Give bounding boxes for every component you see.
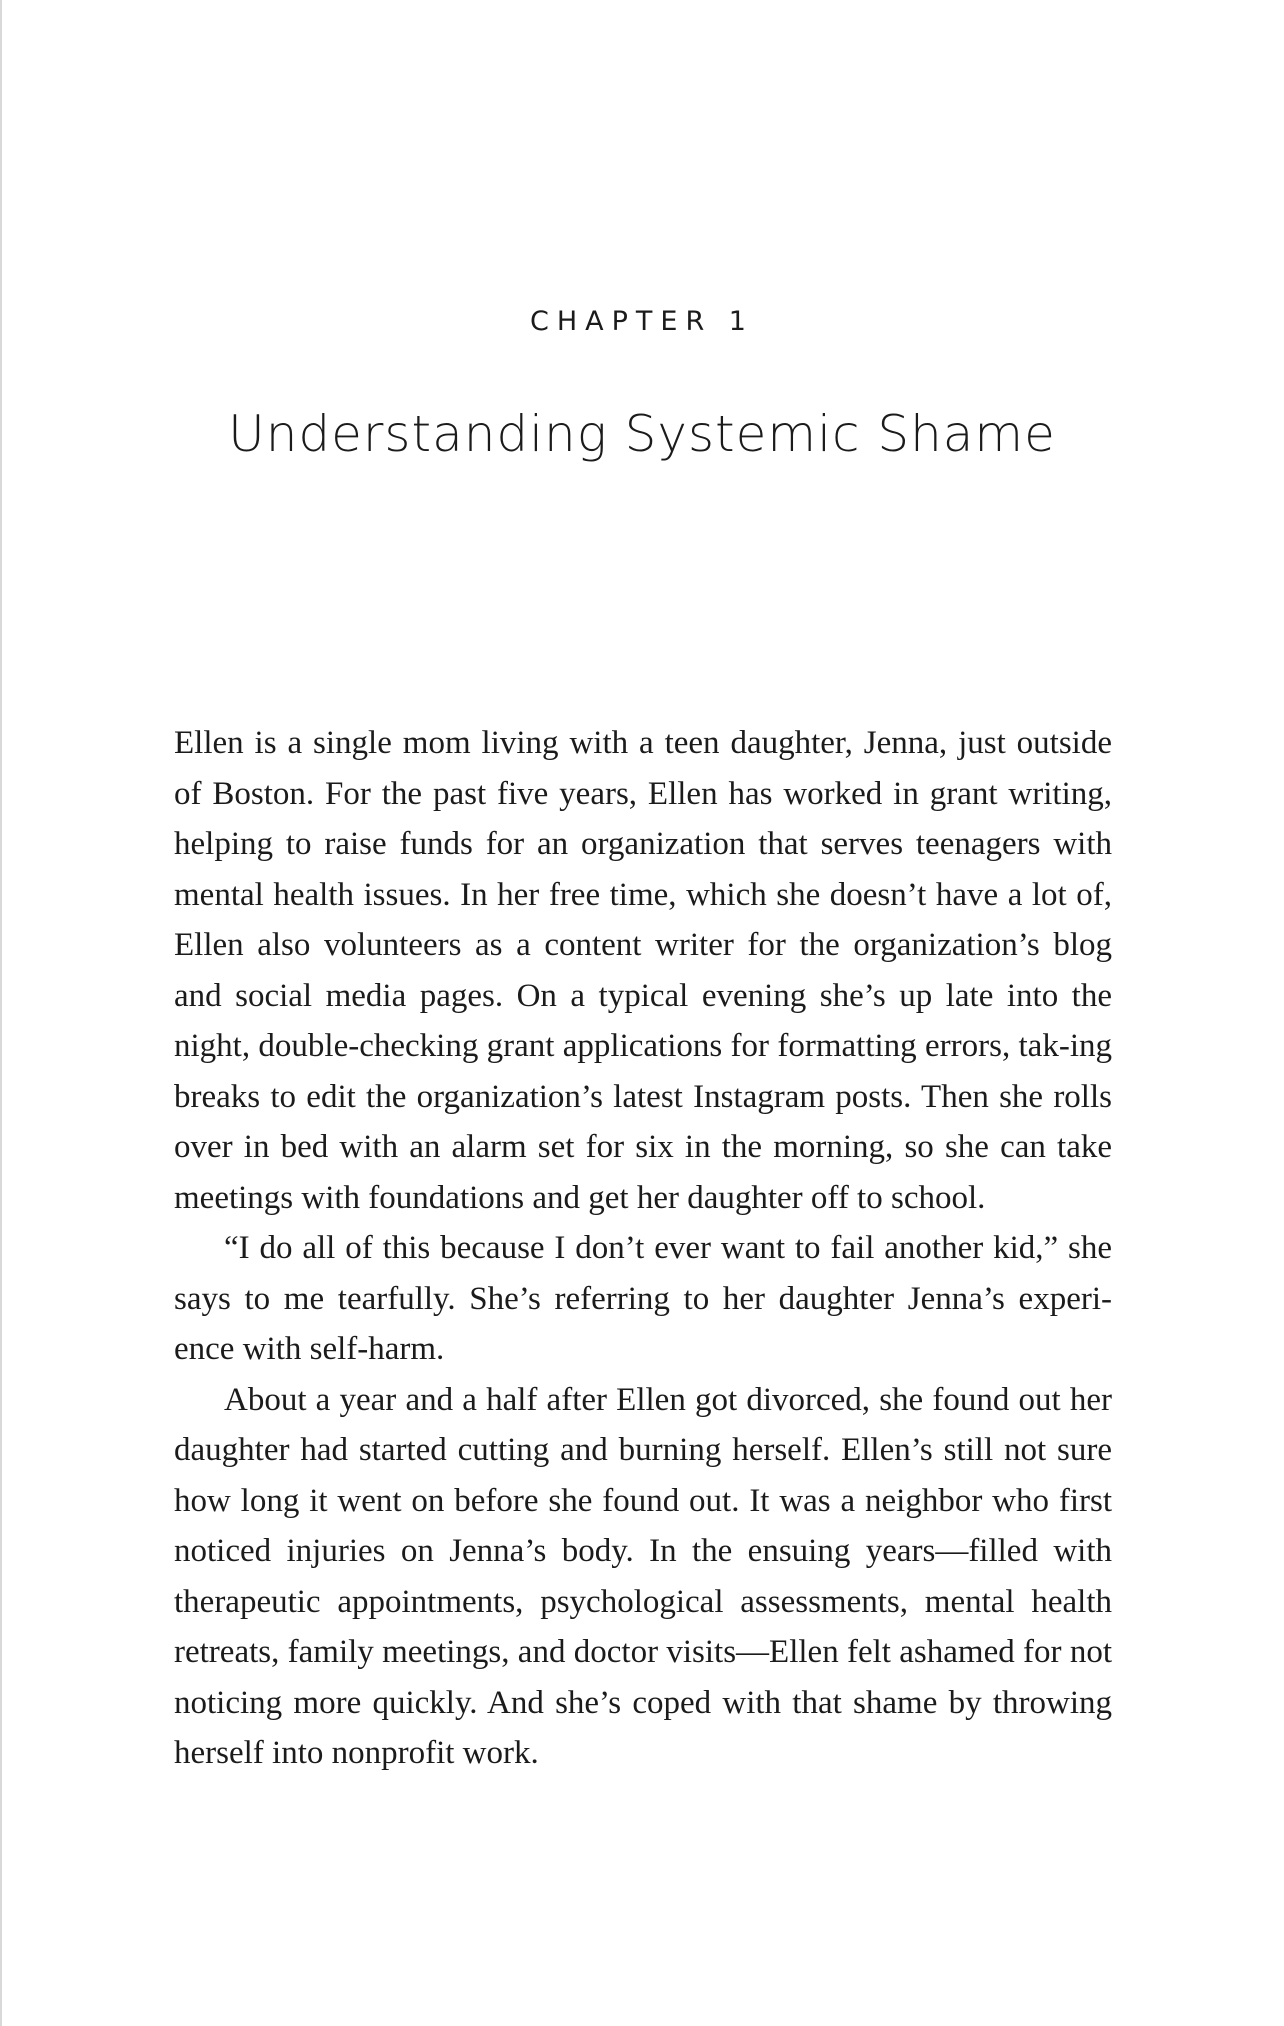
page-edge-shadow [0, 0, 2, 2026]
paragraph-1: Ellen is a single mom living with a teen daughter, Jenna, just outside of Boston. For the past five years, Ellen has worked in grant writing, helping to raise funds for an organization that serves teenagers with mental health issues. In her free time, which she doesn’t have a lot of, Ellen also volunteers as a content writer for the organization’s blog and social media pages. On a typical evening she’s up late into the night, double-checking grant applications for formatting errors, tak-ing breaks to edit the organization’s latest Instagram posts. Then she rolls over in bed with an alarm set for six in the morning, so she can take meetings with foundations and get her daughter off to school. [174, 725, 1112, 1216]
paragraph-2: “I do all of this because I don’t ever want to fail another kid,” she says to me tearfully. She’s referring to her daughter Jenna’s experi-ence with self-harm. [174, 1230, 1112, 1367]
paragraph-3: About a year and a half after Ellen got divorced, she found out her daughter had started cutting and burning herself. Ellen’s still not sure how long it went on before she found out. It was a neighbor who first noticed injuries on Jenna’s body. In the ensuing years—filled with therapeutic appointments, psychological assessments, mental health retreats, family meetings, and doctor visits—Ellen felt ashamed for not noticing more quickly. And she’s coped with that shame by throwing herself into nonprofit work. [174, 1381, 1112, 1771]
body-text [174, 718, 1112, 1779]
chapter-label: CHAPTER 1 [530, 306, 754, 337]
chapter-title: Understanding Systemic Shame [228, 405, 1056, 463]
